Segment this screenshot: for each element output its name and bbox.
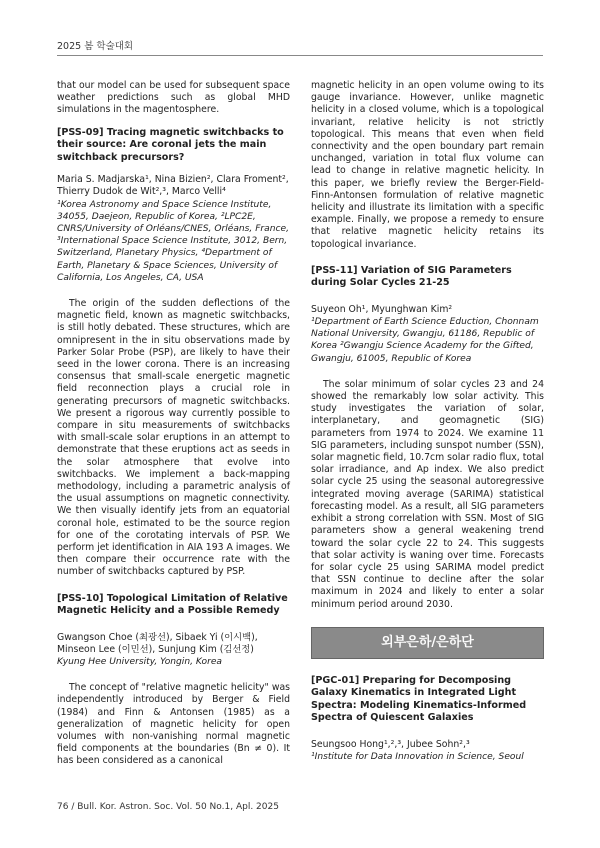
pss11-title: [PSS-11] Variation of SIG Parameters during Solar Cycles 21-25 (311, 264, 512, 289)
pss09-title: [PSS-09] Tracing magnetic switchbacks to their source: Are coronal jets the main switchback precursors? (57, 126, 284, 163)
pss10-title: [PSS-10] Topological Limitation of Relative Magnetic Helicity and a Possible Remedy (57, 592, 288, 617)
pss09-abstract: The origin of the sudden deflections of the magnetic field, known as magnetic switchbacks, is still hotly debated. These structures, which are omnipresent in the in situ observations made by Parker Solar Probe (PSP), are likely to have their seed in the lower corona. There is an increasing consensus that small-scale energetic magnetic field reconnection plays a crucial role in generating precursors of magnetic switchbacks. We present a rigorous way currently possible to compare in situ measurements of switchbacks with small-scale solar eruptions in an attempt to demonstrate that these eruptions act as seeds in the solar atmosphere that evolve into switchbacks. We implement a back-mapping methodology, including a parametric analysis of the usual assumptions on magnetic connectivity. We then visually identify jets from an equatorial coronal hole, estimated to be the source region for one of the corotating intervals of PSP. We perform jet identification in AIA 193 A images. We then compare their occurrence rate with the number of switchbacks captured by PSP. (57, 297, 290, 578)
pss09-authors: Maria S. Madjarska¹, Nina Bizien², Clara Froment², Thierry Dudok de Wit²,³, Marco Velli⁴ (57, 174, 289, 198)
section-banner: 외부은하/은하단 (311, 627, 544, 659)
header-rule (57, 55, 543, 56)
pss11-abstract: The solar minimum of solar cycles 23 and 24 showed the remarkably low solar activity. This study investigates the variation of solar, interplanetary, and geomagnetic (SIG) parameters from 1974 to 2024. We examine 11 SIG parameters, including sunspot number (SSN), solar magnetic field, 10.7cm solar radio flux, total solar irradiance, and Ap index. We also predict solar cycle 25 using the seasonal autoregressive integrated moving average (SARIMA) statistical forecasting model. As a result, all SIG parameters exhibit a strong correlation with SSN. Most of SIG parameters show a general weakening trend toward the solar cycle 22 to 24. This suggests that solar activity is waning over time. Forecasts for solar cycle 25 using SARIMA model predict that SSN continue to decline after the solar maximum in 2024 and likely to enter a solar minimum period around 2030. (311, 378, 544, 610)
right-column (311, 80, 544, 763)
page-footer: 76 / Bull. Kor. Astron. Soc. Vol. 50 No.1, Apl. 2025 (57, 802, 279, 812)
pss10-authors: Gwangson Choe (최광선), Sibaek Yi (이시백), Minseon Lee (이민선), Sunjung Kim (김선정) (57, 631, 258, 655)
intro-paragraph: that our model can be used for subsequent space weather predictions such as global MHD simulations in the magentosphere. (57, 80, 290, 116)
pss10-abstract-continued: magnetic helicity in an open volume owing to its gauge invariance. However, unlike magnetic helicity in a closed volume, which is a topological invariant, relative helicity is not strictly topological. This means that even when field connectivity and the open boundary part remain unchanged, variation in total flux volume can lead to change in relative magnetic helicity. In this paper, we briefly review the Berger-Field-Finn-Antonsen formulation of relative magnetic helicity and illustrate its limitation with a specific example. Finally, we propose a remedy to ensure that relative magnetic helicity retains its topological invariance. (311, 80, 544, 250)
pss09-affiliations: ¹Korea Astronomy and Space Science Institute, 34055, Daejeon, Republic of Korea, ²LPC2E, CNRS/University of Orléans/CNES, Orléans, France, ³International Space Science Institute, 3012, Bern, Switzerland, Planetary Physics, ⁴Department of Earth, Planetary & Space Sciences, University of California, Los Angeles, CA, USA (57, 199, 289, 283)
pss11-affiliations: ¹Department of Earth Science Eduction, Chonnam National University, Gwangju, 61186, Republic of Korea ²Gwangju Science Academy for the Gifted, Gwangju, 61005, Republic of Korea (311, 317, 539, 364)
pgc01-title: [PGC-01] Preparing for Decomposing Galaxy Kinematics in Integrated Light Spectra: Modeling Kinematics-Informed Spectra of Quiescent Galaxies (311, 674, 527, 724)
running-header: 2025 봄 학술대회 (57, 41, 134, 52)
pss10-affiliations: Kyung Hee University, Yongin, Korea (57, 657, 222, 668)
left-column (57, 80, 290, 768)
pgc01-affiliations: ¹Institute for Data Innovation in Science, Seoul (311, 751, 524, 762)
pss11-authors: Suyeon Oh¹, Myunghwan Kim² (311, 303, 453, 315)
pss10-abstract: The concept of "relative magnetic helicity" was independently introduced by Berger & Field (1984) and Finn & Antonsen (1985) as a generalization of magnetic helicity for open volumes with non-vanishing normal magnetic field components at the boundaries (Bn ≠ 0). It has been considered as a canonical (57, 682, 290, 767)
pgc01-authors: Seungsoo Hong¹,²,³, Jubee Sohn²,³ (311, 738, 470, 750)
